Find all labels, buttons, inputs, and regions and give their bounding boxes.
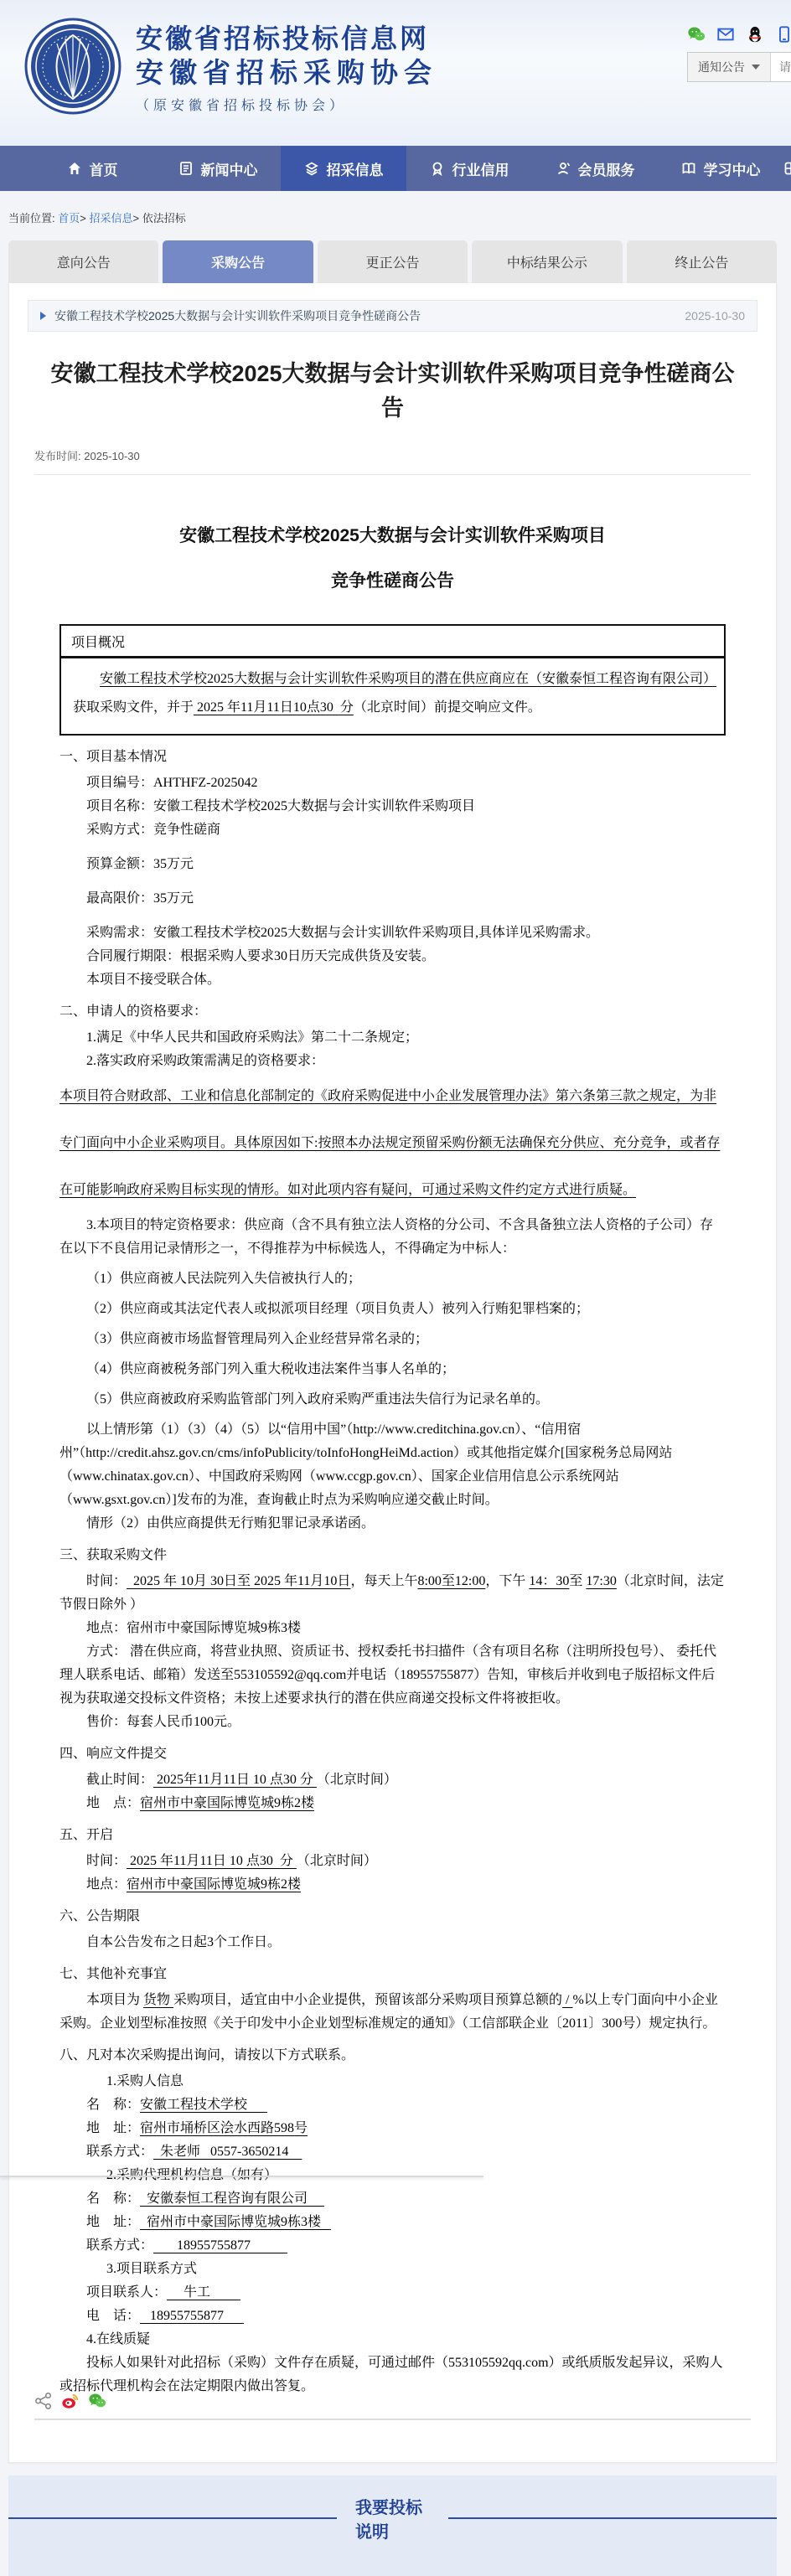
nav-item[interactable] (783, 146, 791, 191)
doc-paragraph: 地 点：宿州市中豪国际博览城9栋2楼 (59, 1792, 726, 1815)
project-overview-box (59, 624, 726, 736)
underline-field: 宿州市中豪国际博览城9栋3楼 (140, 2215, 331, 2229)
nav-item-首页[interactable] (29, 146, 155, 191)
search-input[interactable] (771, 53, 791, 81)
underline-field: 18955755877 (140, 2309, 244, 2323)
breadcrumb (8, 209, 186, 225)
breadcrumb-prefix: 当前位置: (8, 212, 55, 225)
doc-paragraph (59, 1073, 726, 1214)
nav-item-会员服务[interactable] (532, 146, 658, 191)
chevron-down-icon (752, 65, 760, 70)
doc-paragraph: 时间： 2025 年 10月 30日至 2025 年11月10日，每天上午8:00至12:00，下午 14：30至 17:30（北京时间，法定节假日除外 ） (59, 1570, 726, 1617)
page-title: 安徽工程技术学校2025大数据与会计实训软件采购项目竞争性磋商公告 (44, 357, 741, 426)
content-card (8, 283, 777, 2463)
footer-title (8, 2494, 777, 2542)
doc-paragraph: 联系方式： 18955755877 (59, 2234, 726, 2258)
mobile-icon[interactable] (775, 25, 791, 44)
underline-field: 宿州市中豪国际博览城9栋2楼 (127, 1877, 301, 1892)
share-icon[interactable] (34, 2392, 53, 2410)
underline-field: 货物 (143, 1993, 173, 2007)
quick-icons (687, 25, 791, 44)
breadcrumb-current: 依法招标 (142, 212, 186, 225)
doc-paragraph: 五、开启 (59, 1824, 726, 1847)
doc-paragraph: （2）供应商或其法定代表人或拟派项目经理（项目负责人）被列入行贿犯罪档案的； (59, 1298, 726, 1321)
nav-item-学习中心[interactable] (658, 146, 783, 191)
doc-paragraph: 2.落实政府采购政策需满足的资格要求： (59, 1050, 726, 1073)
mail-icon[interactable] (716, 25, 735, 44)
nav-item-label: 行业信用 (452, 158, 509, 179)
underline-field: / (562, 1993, 572, 2007)
nav-item-招采信息[interactable] (281, 146, 406, 191)
tab-中标结果公示[interactable]: 中标结果公示 (472, 240, 622, 283)
doc-paragraph: 截止时间： 2025年11月11日 10 点30 分 （北京时间） (59, 1768, 726, 1792)
doc-paragraph: 时间： 2025 年11月11日 10 点30 分 （北京时间） (59, 1850, 726, 1873)
doc-paragraph: 3.项目联系方式 (59, 2258, 726, 2281)
search-category-dropdown[interactable] (688, 53, 771, 81)
footer-line-left (8, 2517, 337, 2519)
doc-paragraph: 预算金额：35万元 (59, 853, 726, 876)
document-paragraphs (59, 746, 726, 2398)
doc-paragraph: 项目编号：AHTHFZ-2025042 (59, 772, 726, 795)
site-title-line2: 安徽省招标采购协会 (136, 55, 437, 90)
doc-paragraph: 电 话： 18955755877 (59, 2305, 726, 2328)
tab-采购公告[interactable]: 采购公告 (163, 240, 313, 283)
underline-field: 安徽工程技术学校 (140, 2098, 267, 2112)
footer-panel (8, 2475, 777, 2576)
weibo-icon[interactable] (61, 2392, 80, 2410)
doc-paragraph: （1）供应商被人民法院列入失信被执行人的； (59, 1267, 726, 1291)
site-title-line3: （原安徽省招标投标协会） (136, 95, 437, 114)
doc-paragraph: 项目联系人： 牛工 (59, 2281, 726, 2305)
underline-field: 2025 年11月11日 10 点30 分 (127, 1854, 297, 1868)
tab-更正公告[interactable]: 更正公告 (318, 240, 468, 283)
doc-paragraph: 一、项目基本情况 (59, 746, 726, 769)
underline-field: 2025 年11月11日10点30 分 (194, 700, 354, 715)
doc-paragraph: 名 称：安徽工程技术学校 (59, 2093, 726, 2117)
underline-field: 2025年11月11日 10 点30 分 (153, 1773, 317, 1787)
underline-field: 宿州市埇桥区浍水西路598号 (140, 2121, 308, 2135)
doc-paragraph: 名 称： 安徽泰恒工程咨询有限公司 (59, 2187, 726, 2211)
project-overview-header: 项目概况 (61, 626, 724, 658)
doc-paragraph: 地 址：宿州市埇桥区浍水西路598号 (59, 2117, 726, 2140)
qq-icon[interactable] (746, 25, 764, 44)
wechat-share-icon[interactable] (88, 2392, 106, 2410)
doc-paragraph: 1.采购人信息 (59, 2070, 726, 2093)
nav-item-label: 首页 (90, 158, 118, 179)
doc-paragraph: 项目名称：安徽工程技术学校2025大数据与会计实训软件采购项目 (59, 795, 726, 818)
site-title (136, 22, 437, 114)
site-header (0, 0, 791, 146)
doc-paragraph: 售价：每套人民币100元。 (59, 1711, 726, 1734)
document-title-line1: 安徽工程技术学校2025大数据与会计实训软件采购项目 (59, 524, 726, 549)
doc-paragraph: 4.在线质疑 (59, 2328, 726, 2351)
list-item-title: 安徽工程技术学校2025大数据与会计实训软件采购项目竞争性磋商公告 (54, 307, 675, 324)
tab-终止公告[interactable]: 终止公告 (627, 240, 777, 283)
footer-line-right (448, 2517, 777, 2519)
breadcrumb-separator: > (80, 212, 86, 225)
doc-paragraph: 情形（2）由供应商提供无行贿犯罪记录承诺函。 (59, 1512, 726, 1536)
doc-paragraph: 以上情形第（1）（3）（4）（5）以“信用中国”（http://www.creditchina.gov.cn）、“信用宿州”（http://credit.ahsz.gov.cn/cms/infoPublicity/toInfoHongHeiMd.action）或其他指定媒介[国家税务总局网站（www.chinatax.gov.cn）、中国政府采购网（www.ccgp.gov.cn）、国家企业信用信息公示系统网站（www.gsxt.gov.cn）]发布的为准，查询截止时点为采购响应递交截止时间。 (59, 1418, 726, 1512)
doc-paragraph: 地点：宿州市中豪国际博览城9栋2楼 (59, 1873, 726, 1897)
list-arrow-icon (40, 312, 46, 320)
doc-paragraph: 四、响应文件提交 (59, 1742, 726, 1766)
list-item-date: 2025-10-30 (685, 309, 745, 323)
doc-paragraph: 八、凡对本次采购提出询问，请按以下方式联系。 (59, 2044, 726, 2068)
wechat-icon[interactable] (687, 25, 706, 44)
underline-field: 17:30 (586, 1574, 616, 1588)
doc-paragraph: 最高限价：35万元 (59, 887, 726, 911)
doc-paragraph: 六、公告期限 (59, 1905, 726, 1928)
nav-item-新闻中心[interactable] (155, 146, 281, 191)
doc-paragraph: 联系方式： 朱老师 0557-3650214 (59, 2140, 726, 2164)
breadcrumb-link-home[interactable]: 首页 (58, 212, 80, 225)
notice-tabs (8, 240, 777, 283)
tab-意向公告[interactable]: 意向公告 (8, 240, 158, 283)
doc-paragraph: 方式： 潜在供应商，将营业执照、资质证书、授权委托书扫描件（含有项目名称（注明所投包号）、 委托代理人联系电话、邮箱）发送至553105592@qq.com并电话（18955755877）告知，审核后并收到电子版招标文件后视为获取递交投标文件资格；未按上述要求执行的潜在供应商递交投标文件将被拒收。 (59, 1640, 726, 1711)
underline-field: 牛工 (167, 2285, 240, 2300)
doc-paragraph: 采购方式：竞争性磋商 (59, 818, 726, 842)
nav-item-行业信用[interactable] (406, 146, 532, 191)
doc-paragraph: （3）供应商被市场监督管理局列入企业经营异常名录的； (59, 1328, 726, 1351)
underline-field: 安徽工程技术学校2025大数据与会计实训软件采购项目的潜在供应商应在（安徽泰恒工程咨询有限公司） (100, 672, 716, 686)
footer-title-label[interactable]: 我要投标说明 (355, 2494, 430, 2542)
project-overview-text: 安徽工程技术学校2025大数据与会计实训软件采购项目的潜在供应商应在（安徽泰恒工程咨询有限公司）获取采购文件，并于 2025 年11月11日10点30 分（北京时间）前提交响应文件。 (61, 658, 724, 734)
breadcrumb-separator: > (133, 212, 140, 225)
doc-paragraph: （5）供应商被政府采购监管部门列入政府采购严重违法失信行为记录名单的。 (59, 1388, 726, 1412)
underline-field: 2025 年 10月 30日至 2025 年11月10日 (127, 1574, 350, 1588)
underline-field: 本项目符合财政部、工业和信息化部制定的《政府采购促进中小企业发展管理办法》第六条第三款之规定，为非专门面向中小企业采购项目。具体原因如下:按照本办法规定预留采购份额无法确保充分供应、充分竞争，或者存在可能影响政府采购目标实现的情形。如对此项内容有疑问，可通过采购文件约定方式进行质疑。 (59, 1089, 720, 1197)
doc-paragraph: 本项目不接受联合体。 (59, 968, 726, 992)
breadcrumb-link-zhaocai[interactable]: 招采信息 (89, 212, 132, 225)
site-title-line1: 安徽省招标投标信息网 (136, 22, 437, 55)
search-category-label: 通知公告 (698, 59, 745, 75)
document-body (59, 524, 726, 2398)
search-bar (687, 52, 791, 82)
doc-paragraph: 采购需求：安徽工程技术学校2025大数据与会计实训软件采购项目,具体详见采购需求。 (59, 921, 726, 945)
doc-paragraph: 本项目为 货物 采购项目，适宜由中小企业提供，预留该部分采购项目预算总额的 / %以上专门面向中小企业采购。企业划型标准按照《关于印发中小企业划型标准规定的通知》（工信部联企业〔2011〕300号）规定执行。 (59, 1989, 726, 2036)
share-bar (34, 2392, 106, 2410)
nav-item-label: 新闻中心 (201, 158, 258, 179)
underline-field: 朱老师 0557-3650214 (153, 2145, 302, 2159)
doc-paragraph: （4）供应商被税务部门列入重大税收违法案件当事人名单的； (59, 1358, 726, 1381)
doc-paragraph: 1.满足《中华人民共和国政府采购法》第二十二条规定； (59, 1026, 726, 1050)
doc-paragraph: 地点：宿州市中豪国际博览城9栋3楼 (59, 1617, 726, 1640)
doc-paragraph: 七、其他补充事宜 (59, 1963, 726, 1986)
nav-item-label: 学习中心 (704, 158, 761, 179)
main-nav (0, 146, 791, 191)
underline-field: 宿州市中豪国际博览城9栋2楼 (140, 1796, 314, 1810)
title-divider (34, 474, 751, 475)
doc-paragraph: 三、获取采购文件 (59, 1544, 726, 1567)
doc-paragraph: 自本公告发布之日起3个工作日。 (59, 1931, 726, 1954)
doc-paragraph: 投标人如果针对此招标（采购）文件存在质疑，可通过邮件（553105592qq.com）或纸质版发起异议，采购人或招标代理机构会在法定期限内做出答复。 (59, 2351, 726, 2398)
publish-time (34, 447, 776, 463)
site-logo (23, 17, 122, 116)
publish-label: 发布时间: (34, 450, 81, 462)
page-break-line (0, 2176, 483, 2177)
publish-date: 2025-10-30 (84, 450, 140, 462)
bottom-divider (34, 2419, 751, 2420)
doc-paragraph: 3.本项目的特定资格要求：供应商（含不具有独立法人资格的分公司、不含具备独立法人资格的子公司）存在以下不良信用记录情形之一，不得推荐为中标候选人，不得确定为中标人： (59, 1214, 726, 1261)
list-item[interactable] (28, 300, 757, 332)
doc-paragraph: 二、申请人的资格要求： (59, 1000, 726, 1024)
document-title-line2: 竞争性磋商公告 (59, 569, 726, 594)
underline-field: 安徽泰恒工程咨询有限公司 (140, 2191, 324, 2206)
nav-item-label: 招采信息 (327, 158, 384, 179)
underline-field: 18955755877 (153, 2238, 287, 2253)
nav-item-label: 会员服务 (578, 158, 635, 179)
underline-field: 14：30 (529, 1574, 569, 1588)
doc-paragraph: 合同履行期限：根据采购人要求30日历天完成供货及安装。 (59, 945, 726, 968)
underline-field: 8:00至12:00 (417, 1574, 485, 1588)
doc-paragraph: 地 址： 宿州市中豪国际博览城9栋3楼 (59, 2211, 726, 2234)
document-title (59, 524, 726, 594)
